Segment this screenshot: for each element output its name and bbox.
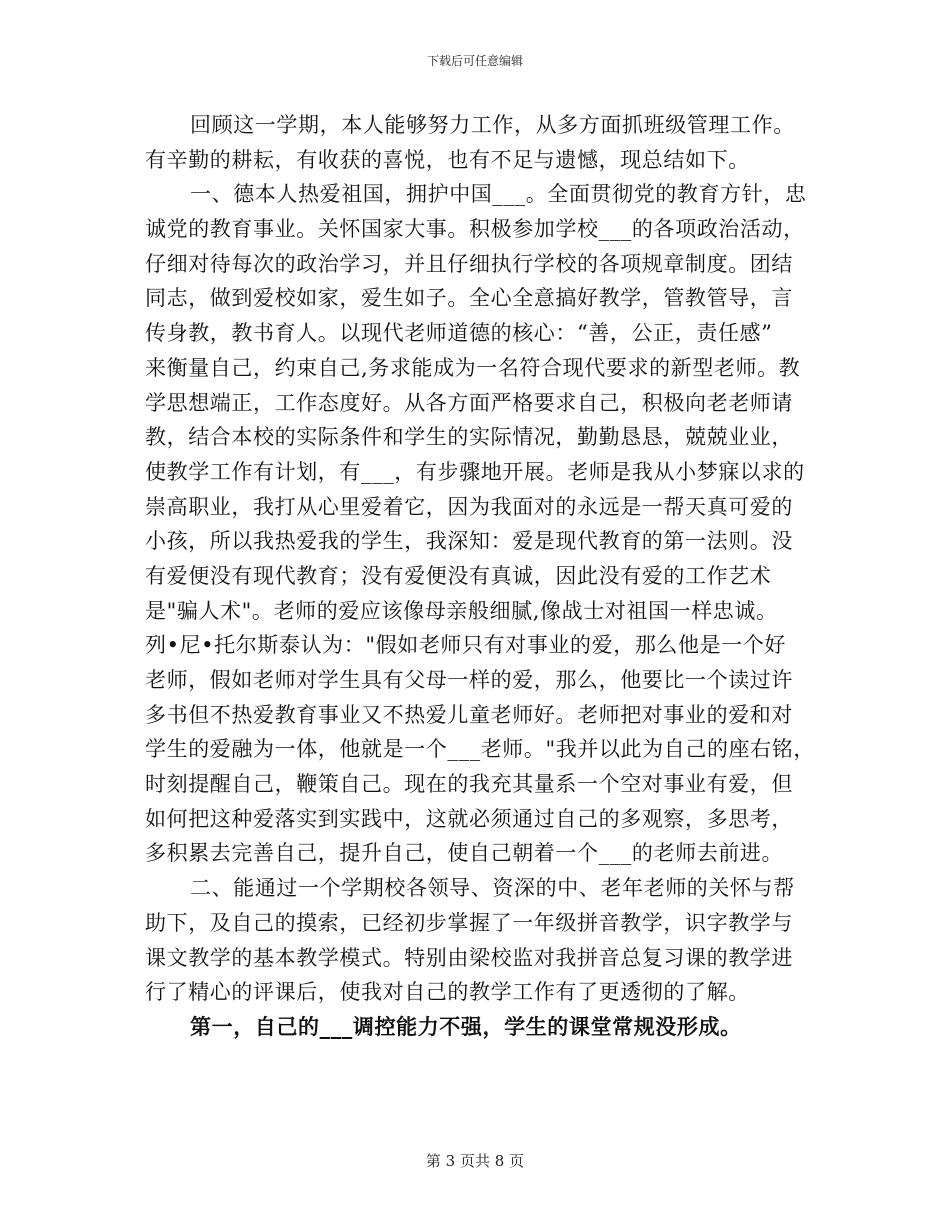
paragraph-line: 来衡量自己，约束自己,务求能成为一名符合现代要求的新型老师。教 <box>145 355 801 380</box>
paragraph-line: 时刻提醒自己，鞭策自己。现在的我充其量系一个空对事业有爱，但 <box>145 772 793 797</box>
paragraph-line: 传身教，教书育人。以现代老师道德的核心：“善，公正，责任感” <box>145 321 773 346</box>
paragraph-line: 课文教学的基本教学模式。特别由梁校监对我拼音总复习课的教学进 <box>145 945 793 970</box>
paragraph-line: 回顾这一学期，本人能够努力工作，从多方面抓班级管理工作。 <box>190 113 795 137</box>
paragraph-line: 行了精心的评课后，使我对自己的教学工作有了更透彻的了解。 <box>145 980 750 1005</box>
paragraph-line: 崇高职业，我打从心里爱着它，因为我面对的永远是一帮天真可爱的 <box>145 494 793 519</box>
paragraph-line: 小孩，所以我热爱我的学生，我深知：爱是现代教育的第一法则。没 <box>145 529 793 554</box>
paragraph-line: 列•尼•托尔斯泰认为："假如老师只有对事业的爱，那么他是一个好 <box>145 633 787 658</box>
paragraph-line: 老师，假如老师对学生具有父母一样的爱，那么，他要比一个读过许 <box>145 668 793 692</box>
page-footer: 第 3 页共 8 页 <box>425 1152 525 1170</box>
paragraph-line: 多书但不热爱教育事业又不热爱儿童老师好。老师把对事业的爱和对 <box>145 702 793 727</box>
paragraph-line: 诚党的教育事业。关怀国家大事。积极参加学校___的各项政治活动， <box>145 217 805 242</box>
paragraph-line: 学思想端正，工作态度好。从各方面严格要求自己，积极向老老师请 <box>145 390 793 415</box>
paragraph-line: 同志，做到爱校如家，爱生如子。全心全意搞好教学，管教管导，言 <box>145 286 793 311</box>
paragraph-line: 二、能通过一个学期校各领导、资深的中、老年老师的关怀与帮 <box>190 876 795 901</box>
paragraph-line: 如何把这种爱落实到实践中，这就必须通过自己的多观察，多思考， <box>145 806 793 831</box>
paragraph-line: 仔细对待每次的政治学习，并且仔细执行学校的各项规章制度。团结 <box>145 251 793 276</box>
paragraph-line: 有爱便没有现代教育；没有爱便没有真诚，因此没有爱的工作艺术 <box>145 563 772 588</box>
paragraph-line: 学生的爱融为一体，他就是一个___老师。"我并以此为自己的座右铭， <box>145 737 815 762</box>
page-header: 下载后可任意编辑 <box>426 54 523 68</box>
bold-heading-line: 第一，自己的___调控能力不强，学生的课堂常规没形成。 <box>190 1013 742 1039</box>
paragraph-line: 多积累去完善自己，提升自己，使自己朝着一个___的老师去前进。 <box>145 841 784 866</box>
paragraph-line: 一、德本人热爱祖国，拥护中国___。全面贯彻党的教育方针，忠 <box>190 182 807 207</box>
paragraph-line: 教，结合本校的实际条件和学生的实际情况，勤勤恳恳，兢兢业业， <box>145 425 793 450</box>
paragraph-line: 使教学工作有计划，有___，有步骤地开展。老师是我从小梦寐以求的 <box>145 459 805 484</box>
document-body <box>145 108 815 1045</box>
paragraph-line: 助下，及自己的摸索，已经初步掌握了一年级拼音教学，识字教学与 <box>145 910 793 935</box>
paragraph-line: 是"骗人术"。老师的爱应该像母亲般细腻,像战士对祖国一样忠诚。 <box>145 598 778 623</box>
paragraph-line: 有辛勤的耕耘，有收获的喜悦，也有不足与遗憾，现总结如下。 <box>145 147 750 172</box>
